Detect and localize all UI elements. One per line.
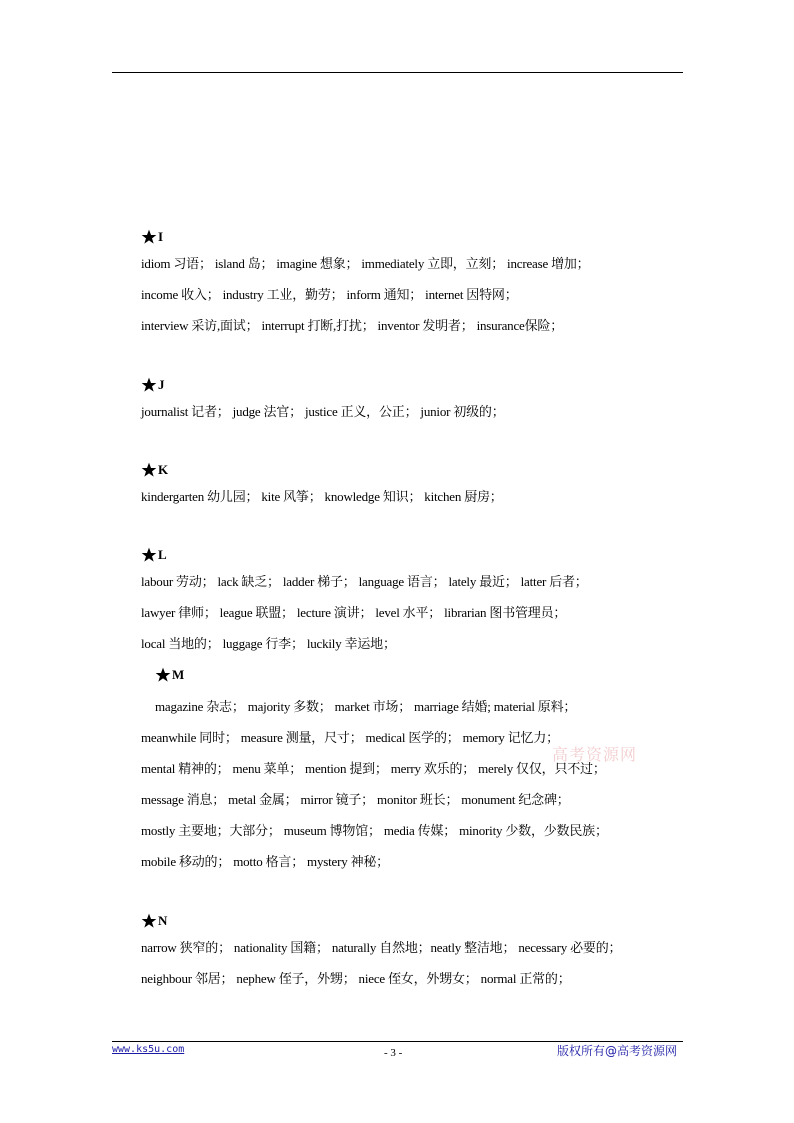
header-rule bbox=[112, 72, 683, 73]
vocab-line: lawyer 律师； league 联盟； lecture 演讲； level 水平； librarian 图书管理员； bbox=[141, 605, 567, 621]
section-letter: J bbox=[158, 376, 165, 392]
watermark: 高考资源网 bbox=[552, 745, 638, 764]
section-heading bbox=[141, 544, 701, 566]
vocab-line: mental 精神的； menu 菜单； mention 提到； merry 欢乐的； merely 仅仅，只不过； bbox=[141, 760, 606, 776]
vocab-line: kindergarten 幼儿园； kite 风筝； knowledge 知识； kitchen 厨房； bbox=[141, 488, 503, 504]
section-j bbox=[141, 374, 701, 427]
vocab-line: income 收入； industry 工业，勤劳； inform 通知； internet 因特网； bbox=[141, 287, 518, 303]
vocab-line: journalist 记者； judge 法官； justice 正义，公正； junior 初级的； bbox=[141, 403, 505, 419]
vocab-line: interview 采访,面试； interrupt 打断,打扰； inventor 发明者； insurance保险； bbox=[141, 318, 563, 334]
section-letter: I bbox=[158, 229, 164, 244]
vocab-line: mostly 主要地；大部分； museum 博物馆； media 传媒； minority 少数，少数民族； bbox=[141, 823, 608, 839]
star-icon bbox=[141, 462, 157, 478]
section-letter: N bbox=[158, 912, 168, 928]
section-letter: L bbox=[158, 546, 167, 562]
section-heading bbox=[141, 226, 701, 248]
star-icon bbox=[141, 229, 157, 245]
section-i bbox=[141, 226, 701, 342]
star-icon bbox=[141, 377, 157, 393]
vocab-line: neighbour 邻居； nephew 侄子，外甥； niece 侄女，外甥女； normal 正常的； bbox=[141, 970, 571, 986]
vocab-line: narrow 狭窄的； nationality 国籍； naturally 自然地；neatly 整洁地； necessary 必要的； bbox=[141, 939, 622, 955]
section-l bbox=[141, 544, 701, 660]
section-letter: K bbox=[158, 461, 169, 477]
section-n bbox=[141, 910, 701, 994]
vocab-line: labour 劳动； lack 缺乏； ladder 梯子； language 语言； lately 最近； latter 后者； bbox=[141, 573, 588, 589]
section-letter: M bbox=[172, 667, 185, 682]
section-heading bbox=[141, 374, 701, 396]
star-icon bbox=[141, 547, 157, 563]
vocab-line: local 当地的； luggage 行李； luckily 幸运地； bbox=[141, 636, 396, 652]
section-heading bbox=[141, 459, 701, 481]
star-icon bbox=[141, 913, 157, 929]
section-k bbox=[141, 459, 701, 512]
vocab-line: meanwhile 同时； measure 测量，尺寸； medical 医学的； memory 记忆力； bbox=[141, 729, 559, 745]
section-m bbox=[141, 660, 701, 878]
vocab-line: mobile 移动的； motto 格言； mystery 神秘； bbox=[141, 854, 389, 870]
section-heading bbox=[141, 660, 701, 691]
vocab-line: message 消息； metal 金属； mirror 镜子； monitor 班长； monument 纪念碑； bbox=[141, 792, 570, 808]
vocabulary-content bbox=[141, 226, 701, 994]
vocab-line: magazine 杂志； majority 多数； market 市场； marriage 结婚; material 原料； bbox=[155, 698, 577, 714]
section-heading bbox=[141, 910, 701, 932]
vocab-line: idiom 习语； island 岛； imagine 想象； immediately 立即，立刻； increase 增加； bbox=[141, 256, 590, 271]
page-number: - 3 - bbox=[384, 1047, 403, 1059]
footer-copyright: 版权所有@高考资源网 bbox=[557, 1044, 678, 1058]
footer-site-link[interactable]: www.ks5u.com bbox=[112, 1044, 185, 1055]
star-icon bbox=[155, 667, 171, 683]
